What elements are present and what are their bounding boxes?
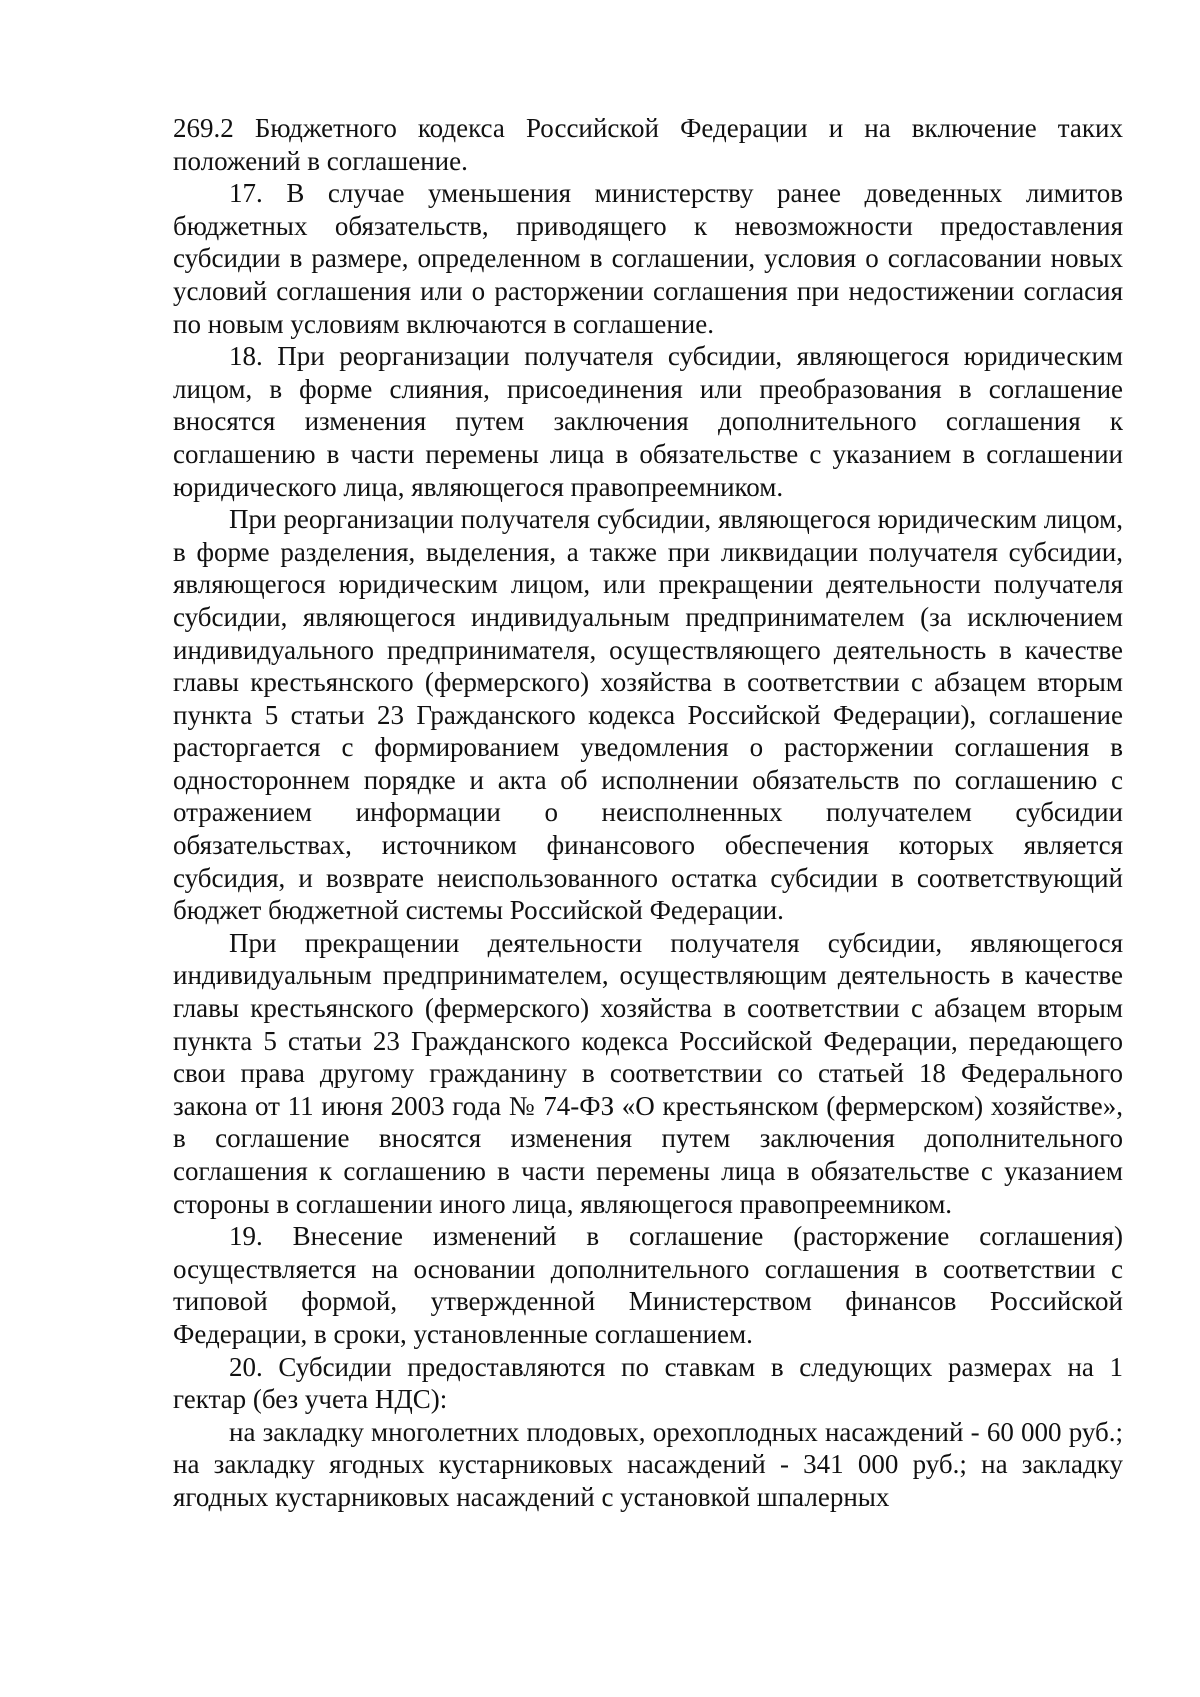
paragraph-item-17: 17. В случае уменьшения министерству ранее доведенных лимитов бюджетных обязательств, приводящего к невозможности предоставления субсидии в размере, определенном в соглашении, условия о согласовании новых условий соглашения или о расторжении соглашения при недостижении согласия по новым условиям включаются в соглашение. bbox=[173, 178, 1123, 339]
paragraph-item-18-division: При реорганизации получателя субсидии, являющегося юридическим лицом, в форме разделения, выделения, а также при ликвидации получателя субсидии, являющегося юридическим лицом, или прекращении деятельности получателя субсидии, являющегося индивидуальным предпринимателем (за исключением индивидуального предпринимателя, осуществляющего деятельность в качестве главы крестьянского (фермерского) хозяйства в соответствии с абзацем вторым пункта 5 статьи 23 Гражданского кодекса Российской Федерации), соглашение расторгается с формированием уведомления о расторжении соглашения в одностороннем порядке и акта об исполнении обязательств по соглашению с отражением информации о неисполненных получателем субсидии обязательствах, источником финансового обеспечения которых является субсидия, и возврате неиспользованного остатка субсидии в соответствующий бюджет бюджетной системы Российской Федерации. bbox=[173, 504, 1123, 926]
paragraph-item-18: 18. При реорганизации получателя субсидии, являющегося юридическим лицом, в форме слияния, присоединения или преобразования в соглашение вносятся изменения путем заключения дополнительного соглашения к соглашению в части перемены лица в обязательстве с указанием в соглашении юридического лица, являющегося правопреемником. bbox=[173, 341, 1123, 502]
paragraph-item-19: 19. Внесение изменений в соглашение (расторжение соглашения) осуществляется на основании дополнительного соглашения в соответствии с типовой формой, утвержденной Министерством финансов Российской Федерации, в сроки, установленные соглашением. bbox=[173, 1221, 1123, 1349]
paragraph-item-20: 20. Субсидии предоставляются по ставкам в следующих размерах на 1 гектар (без учета НДС): bbox=[173, 1351, 1123, 1415]
paragraph-item-20-rates: на закладку многолетних плодовых, орехоплодных насаждений - 60 000 руб.; на закладку ягодных кустарниковых насаждений - 341 000 руб.; на закладку ягодных кустарниковых насаждений с установкой шпалерных bbox=[173, 1416, 1123, 1512]
paragraph-item-18-termination: При прекращении деятельности получателя субсидии, являющегося индивидуальным предпринимателем, осуществляющим деятельность в качестве главы крестьянского (фермерского) хозяйства в соответствии с абзацем вторым пункта 5 статьи 23 Гражданского кодекса Российской Федерации, передающего свои права другому гражданину в соответствии со статьей 18 Федерального закона от 11 июня 2003 года № 74-ФЗ «О крестьянском (фермерском) хозяйстве», в соглашение вносятся изменения путем заключения дополнительного соглашения к соглашению в части перемены лица в обязательстве с указанием стороны в соглашении иного лица, являющегося правопреемником. bbox=[173, 927, 1123, 1219]
document-text-body bbox=[173, 112, 1123, 1514]
paragraph-continuation: 269.2 Бюджетного кодекса Российской Федерации и на включение таких положений в соглашение. bbox=[173, 113, 1123, 176]
